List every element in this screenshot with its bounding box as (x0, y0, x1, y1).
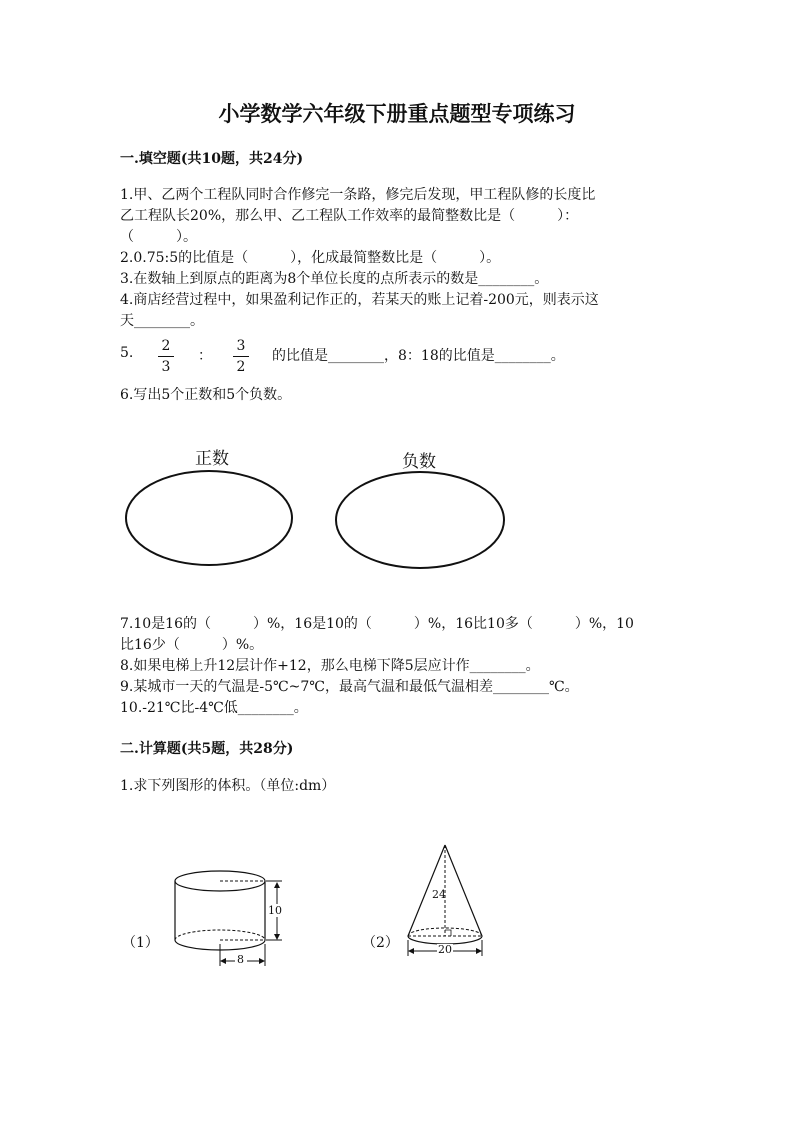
question-1-line-1: 1.甲、乙两个工程队同时合作修完一条路，修完后发现，甲工程队修的长度比 (120, 187, 596, 203)
negative-numbers-label: 负数 (402, 452, 436, 472)
question-3: 3.在数轴上到原点的距离为8个单位长度的点所表示的数是________。 (120, 271, 549, 287)
fraction-denominator: 3 (161, 359, 171, 375)
question-4-line-1: 4.商店经营过程中，如果盈利记作正的，若某天的账上记着-200元，则表示这 (120, 292, 599, 308)
question-2: 2.0.75:5的比值是（ ），化成最简整数比是（ ）。 (120, 250, 501, 266)
question-5-number: 5. (120, 345, 134, 361)
figure-1-label: （1） (122, 935, 159, 951)
cylinder-radius-value: 8 (237, 953, 244, 966)
arrowhead-left (408, 948, 414, 954)
cone-right-side (445, 845, 482, 936)
question-8: 8.如果电梯上升12层计作+12，那么电梯下降5层应计作________。 (120, 658, 540, 674)
question-7-line-1: 7.10是16的（ ）%，16是10的（ ）%，16比10多（ ）%，10 (120, 616, 634, 632)
fraction-numerator: 2 (161, 338, 171, 354)
question-7-line-2: 比16少（ ）%。 (120, 637, 264, 653)
question-1-line-3: （ ）。 (120, 229, 197, 245)
ratio-colon: ： (198, 348, 212, 364)
question-1-line-2: 乙工程队长20%，那么甲、乙工程队工作效率的最简整数比是（ ）： (120, 208, 579, 224)
calc-question-1: 1.求下列图形的体积。（单位:dm） (120, 778, 336, 794)
section-heading-calculation: 二.计算题(共5题，共28分) (120, 741, 294, 757)
question-10: 10.-21℃比-4℃低________。 (120, 700, 308, 716)
fraction-denominator: 2 (236, 359, 246, 375)
arrowhead-right (476, 948, 482, 954)
cone-height-value: 24 (432, 888, 446, 901)
question-9: 9.某城市一天的气温是-5℃~7℃，最高气温和最低气温相差________℃。 (120, 679, 579, 695)
question-6: 6.写出5个正数和5个负数。 (120, 387, 292, 403)
section-heading-fill-blank: 一.填空题(共10题，共24分) (120, 151, 304, 167)
positive-numbers-label: 正数 (195, 449, 229, 469)
cylinder-height-value: 10 (268, 904, 282, 917)
right-angle-mark (445, 930, 451, 936)
cone-diameter-value: 20 (438, 943, 452, 956)
page-title: 小学数学六年级下册重点题型专项练习 (218, 101, 576, 126)
figure-2-label: （2） (362, 935, 399, 951)
question-4-line-2: 天________。 (120, 313, 204, 329)
question-5-rest: 的比值是________，8：18的比值是________。 (272, 348, 565, 364)
fraction-numerator: 3 (236, 338, 246, 354)
